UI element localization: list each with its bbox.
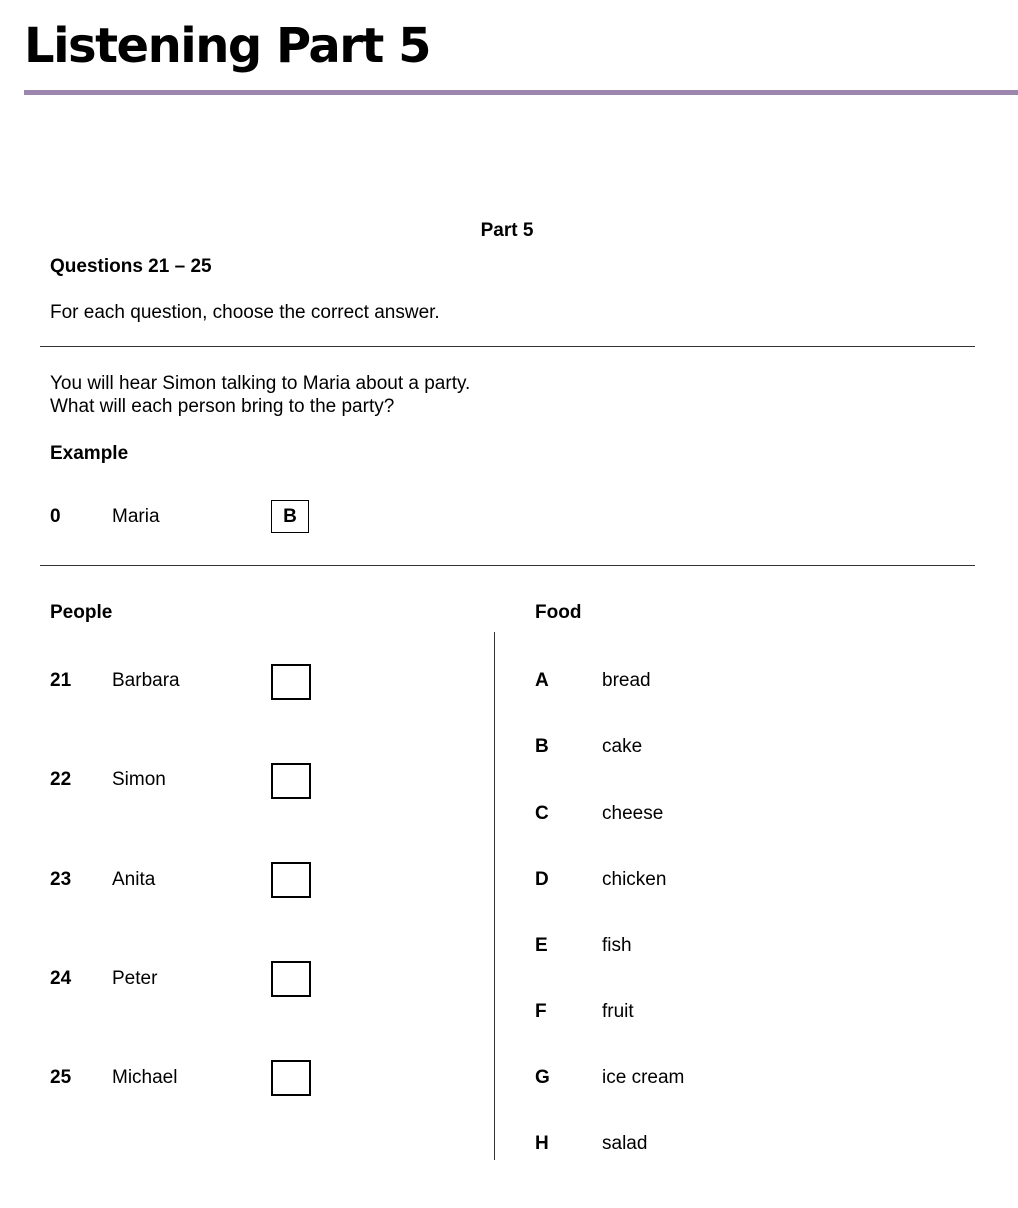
divider-middle [40, 565, 975, 566]
person-name: Barbara [112, 670, 180, 691]
answer-box-22[interactable] [271, 763, 311, 799]
intro-line-1: You will hear Simon talking to Maria about a party. [50, 373, 471, 394]
instruction-text: For each question, choose the correct answer. [50, 302, 440, 323]
food-label: bread [602, 670, 651, 691]
answer-box-23[interactable] [271, 862, 311, 898]
example-number: 0 [50, 506, 61, 527]
example-name: Maria [112, 506, 160, 527]
food-label: chicken [602, 869, 667, 890]
food-label: ice cream [602, 1067, 685, 1088]
food-label: fish [602, 935, 632, 956]
column-divider [494, 632, 495, 1160]
food-letter: F [535, 1001, 547, 1022]
question-number: 22 [50, 769, 72, 790]
food-letter: H [535, 1133, 549, 1154]
person-name: Simon [112, 769, 166, 790]
people-heading: People [50, 602, 113, 623]
answer-box-25[interactable] [271, 1060, 311, 1096]
page-title: Listening Part 5 [24, 18, 430, 74]
question-number: 21 [50, 670, 72, 691]
example-answer-box: B [271, 500, 309, 533]
question-number: 25 [50, 1067, 72, 1088]
food-heading: Food [535, 602, 582, 623]
person-name: Peter [112, 968, 158, 989]
person-name: Michael [112, 1067, 178, 1088]
food-label: cake [602, 736, 643, 757]
intro-line-2: What will each person bring to the party? [50, 396, 395, 417]
divider-top [40, 346, 975, 347]
question-number: 24 [50, 968, 72, 989]
food-letter: D [535, 869, 549, 890]
heading-underline [24, 90, 1018, 95]
food-letter: E [535, 935, 548, 956]
food-letter: G [535, 1067, 550, 1088]
part-label: Part 5 [480, 220, 534, 241]
questions-range: Questions 21 – 25 [50, 256, 212, 277]
answer-box-21[interactable] [271, 664, 311, 700]
food-letter: B [535, 736, 549, 757]
food-label: cheese [602, 803, 664, 824]
answer-box-24[interactable] [271, 961, 311, 997]
person-name: Anita [112, 869, 156, 890]
question-number: 23 [50, 869, 72, 890]
food-letter: C [535, 803, 549, 824]
food-label: salad [602, 1133, 648, 1154]
example-heading: Example [50, 443, 129, 464]
food-letter: A [535, 670, 549, 691]
food-label: fruit [602, 1001, 634, 1022]
